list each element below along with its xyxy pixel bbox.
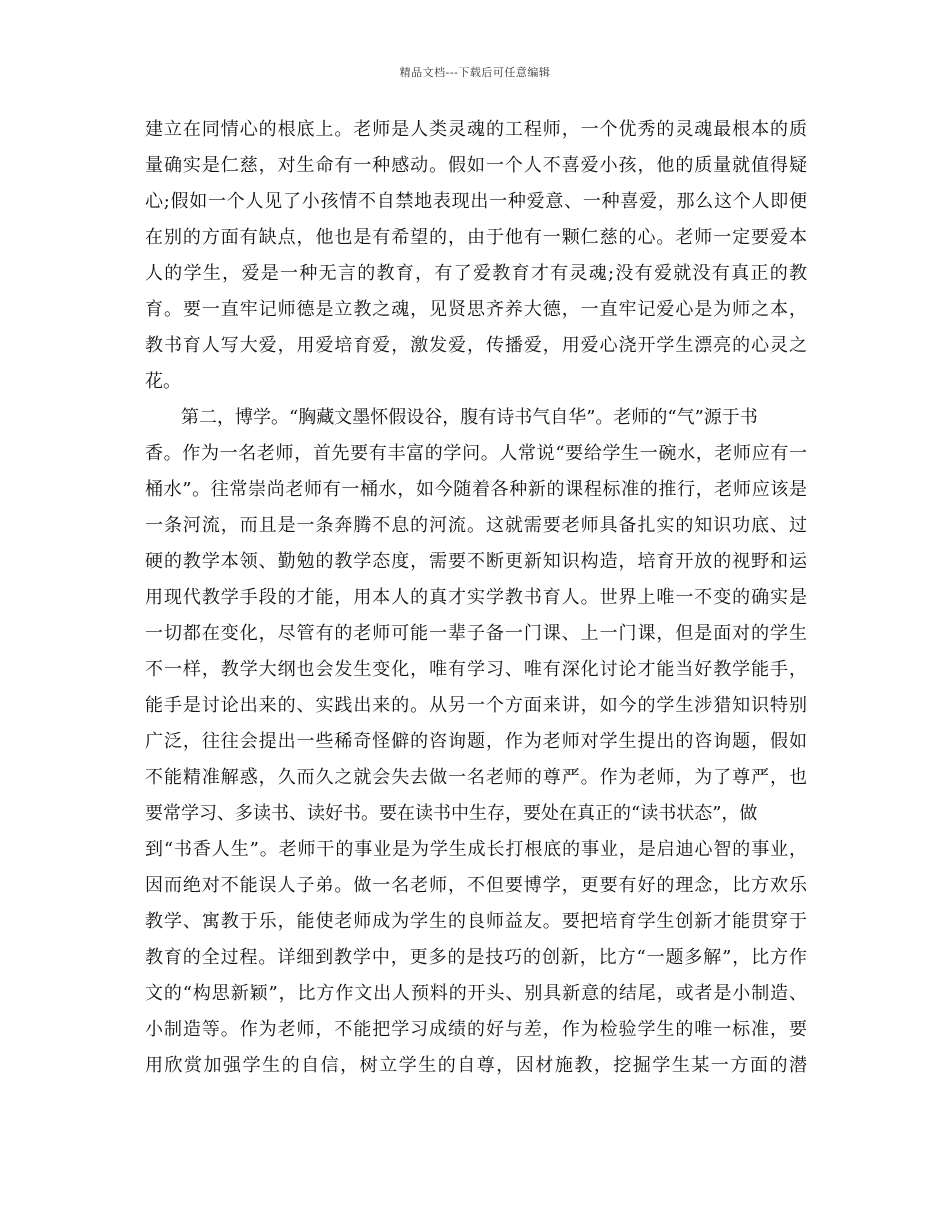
text-line: 硬的教学本领、勤勉的教学态度，需要不断更新知识构造，培育开放的视野和运 xyxy=(145,551,807,572)
text-line: 一切都在变化，尽管有的老师可能一辈子备一门课、上一门课，但是面对的学生 xyxy=(145,623,807,644)
text-line: 要常学习、多读书、读好书。要在读书中生存，要处在真正的“读书状态”，做 xyxy=(145,803,758,824)
text-line: 能手是讨论出来的、实践出来的。从另一个方面来讲，如今的学生涉猎知识特别 xyxy=(145,695,807,716)
text-line: 到“书香人生”。老师干的事业是为学生成长打根底的事业，是启迪心智的事业， xyxy=(145,839,807,860)
text-line: 在别的方面有缺点，他也是有希望的，由于他有一颗仁慈的心。老师一定要爱本 xyxy=(145,227,807,248)
text-line: 因而绝对不能误人子弟。做一名老师，不但要博学，更要有好的理念，比方欢乐 xyxy=(145,875,807,896)
text-line: 教学、寓教于乐，能使老师成为学生的良师益友。要把培育学生创新才能贯穿于 xyxy=(145,911,807,932)
text-line: 文的“构思新颖”，比方作文出人预料的开头、别具新意的结尾，或者是小制造、 xyxy=(145,983,807,1004)
text-line: 不能精准解惑，久而久之就会失去做一名老师的尊严。作为老师，为了尊严，也 xyxy=(145,767,807,788)
document-body xyxy=(145,112,807,1084)
text-line: 桶水”。往常崇尚老师有一桶水，如今随着各种新的课程标准的推行，老师应该是 xyxy=(145,479,807,500)
text-line: 香。作为一名老师，首先要有丰富的学问。人常说“要给学生一碗水，老师应有一 xyxy=(145,443,807,464)
text-line: 花。 xyxy=(145,371,181,392)
text-line: 育。要一直牢记师德是立教之魂，见贤思齐养大德，一直牢记爱心是为师之本， xyxy=(145,299,807,320)
text-line: 用欣赏加强学生的自信，树立学生的自尊，因材施教，挖掘学生某一方面的潜 xyxy=(145,1055,807,1076)
text-line: 人的学生，爱是一种无言的教育，有了爱教育才有灵魂;没有爱就没有真正的教 xyxy=(145,263,807,284)
text-line: 心;假如一个人见了小孩情不自禁地表现出一种爱意、一种喜爱，那么这个人即便 xyxy=(145,191,807,212)
text-line: 不一样，教学大纲也会发生变化，唯有学习、唯有深化讨论才能当好教学能手， xyxy=(145,659,807,680)
text-line: 小制造等。作为老师，不能把学习成绩的好与差，作为检验学生的唯一标准，要 xyxy=(145,1019,807,1040)
page-header: 精品文档---下载后可任意编辑 xyxy=(399,66,551,79)
text-line: 用现代教学手段的才能，用本人的真才实学教书育人。世界上唯一不变的确实是 xyxy=(145,587,807,608)
text-line: 教育的全过程。详细到教学中，更多的是技巧的创新，比方“一题多解”，比方作 xyxy=(145,947,807,968)
text-line: 量确实是仁慈，对生命有一种感动。假如一个人不喜爱小孩，他的质量就值得疑 xyxy=(145,155,807,176)
text-line: 广泛，往往会提出一些稀奇怪僻的咨询题，作为老师对学生提出的咨询题，假如 xyxy=(145,731,807,752)
text-line: 建立在同情心的根底上。老师是人类灵魂的工程师，一个优秀的灵魂最根本的质 xyxy=(145,119,807,140)
text-line: 教书育人写大爱，用爱培育爱，激发爱，传播爱，用爱心浇开学生漂亮的心灵之 xyxy=(145,335,807,356)
paragraph-first-line: 第二，博学。“胸藏文墨怀假设谷，腹有诗书气自华”。老师的“气”源于书 xyxy=(181,407,758,428)
text-line: 一条河流，而且是一条奔腾不息的河流。这就需要老师具备扎实的知识功底、过 xyxy=(145,515,807,536)
